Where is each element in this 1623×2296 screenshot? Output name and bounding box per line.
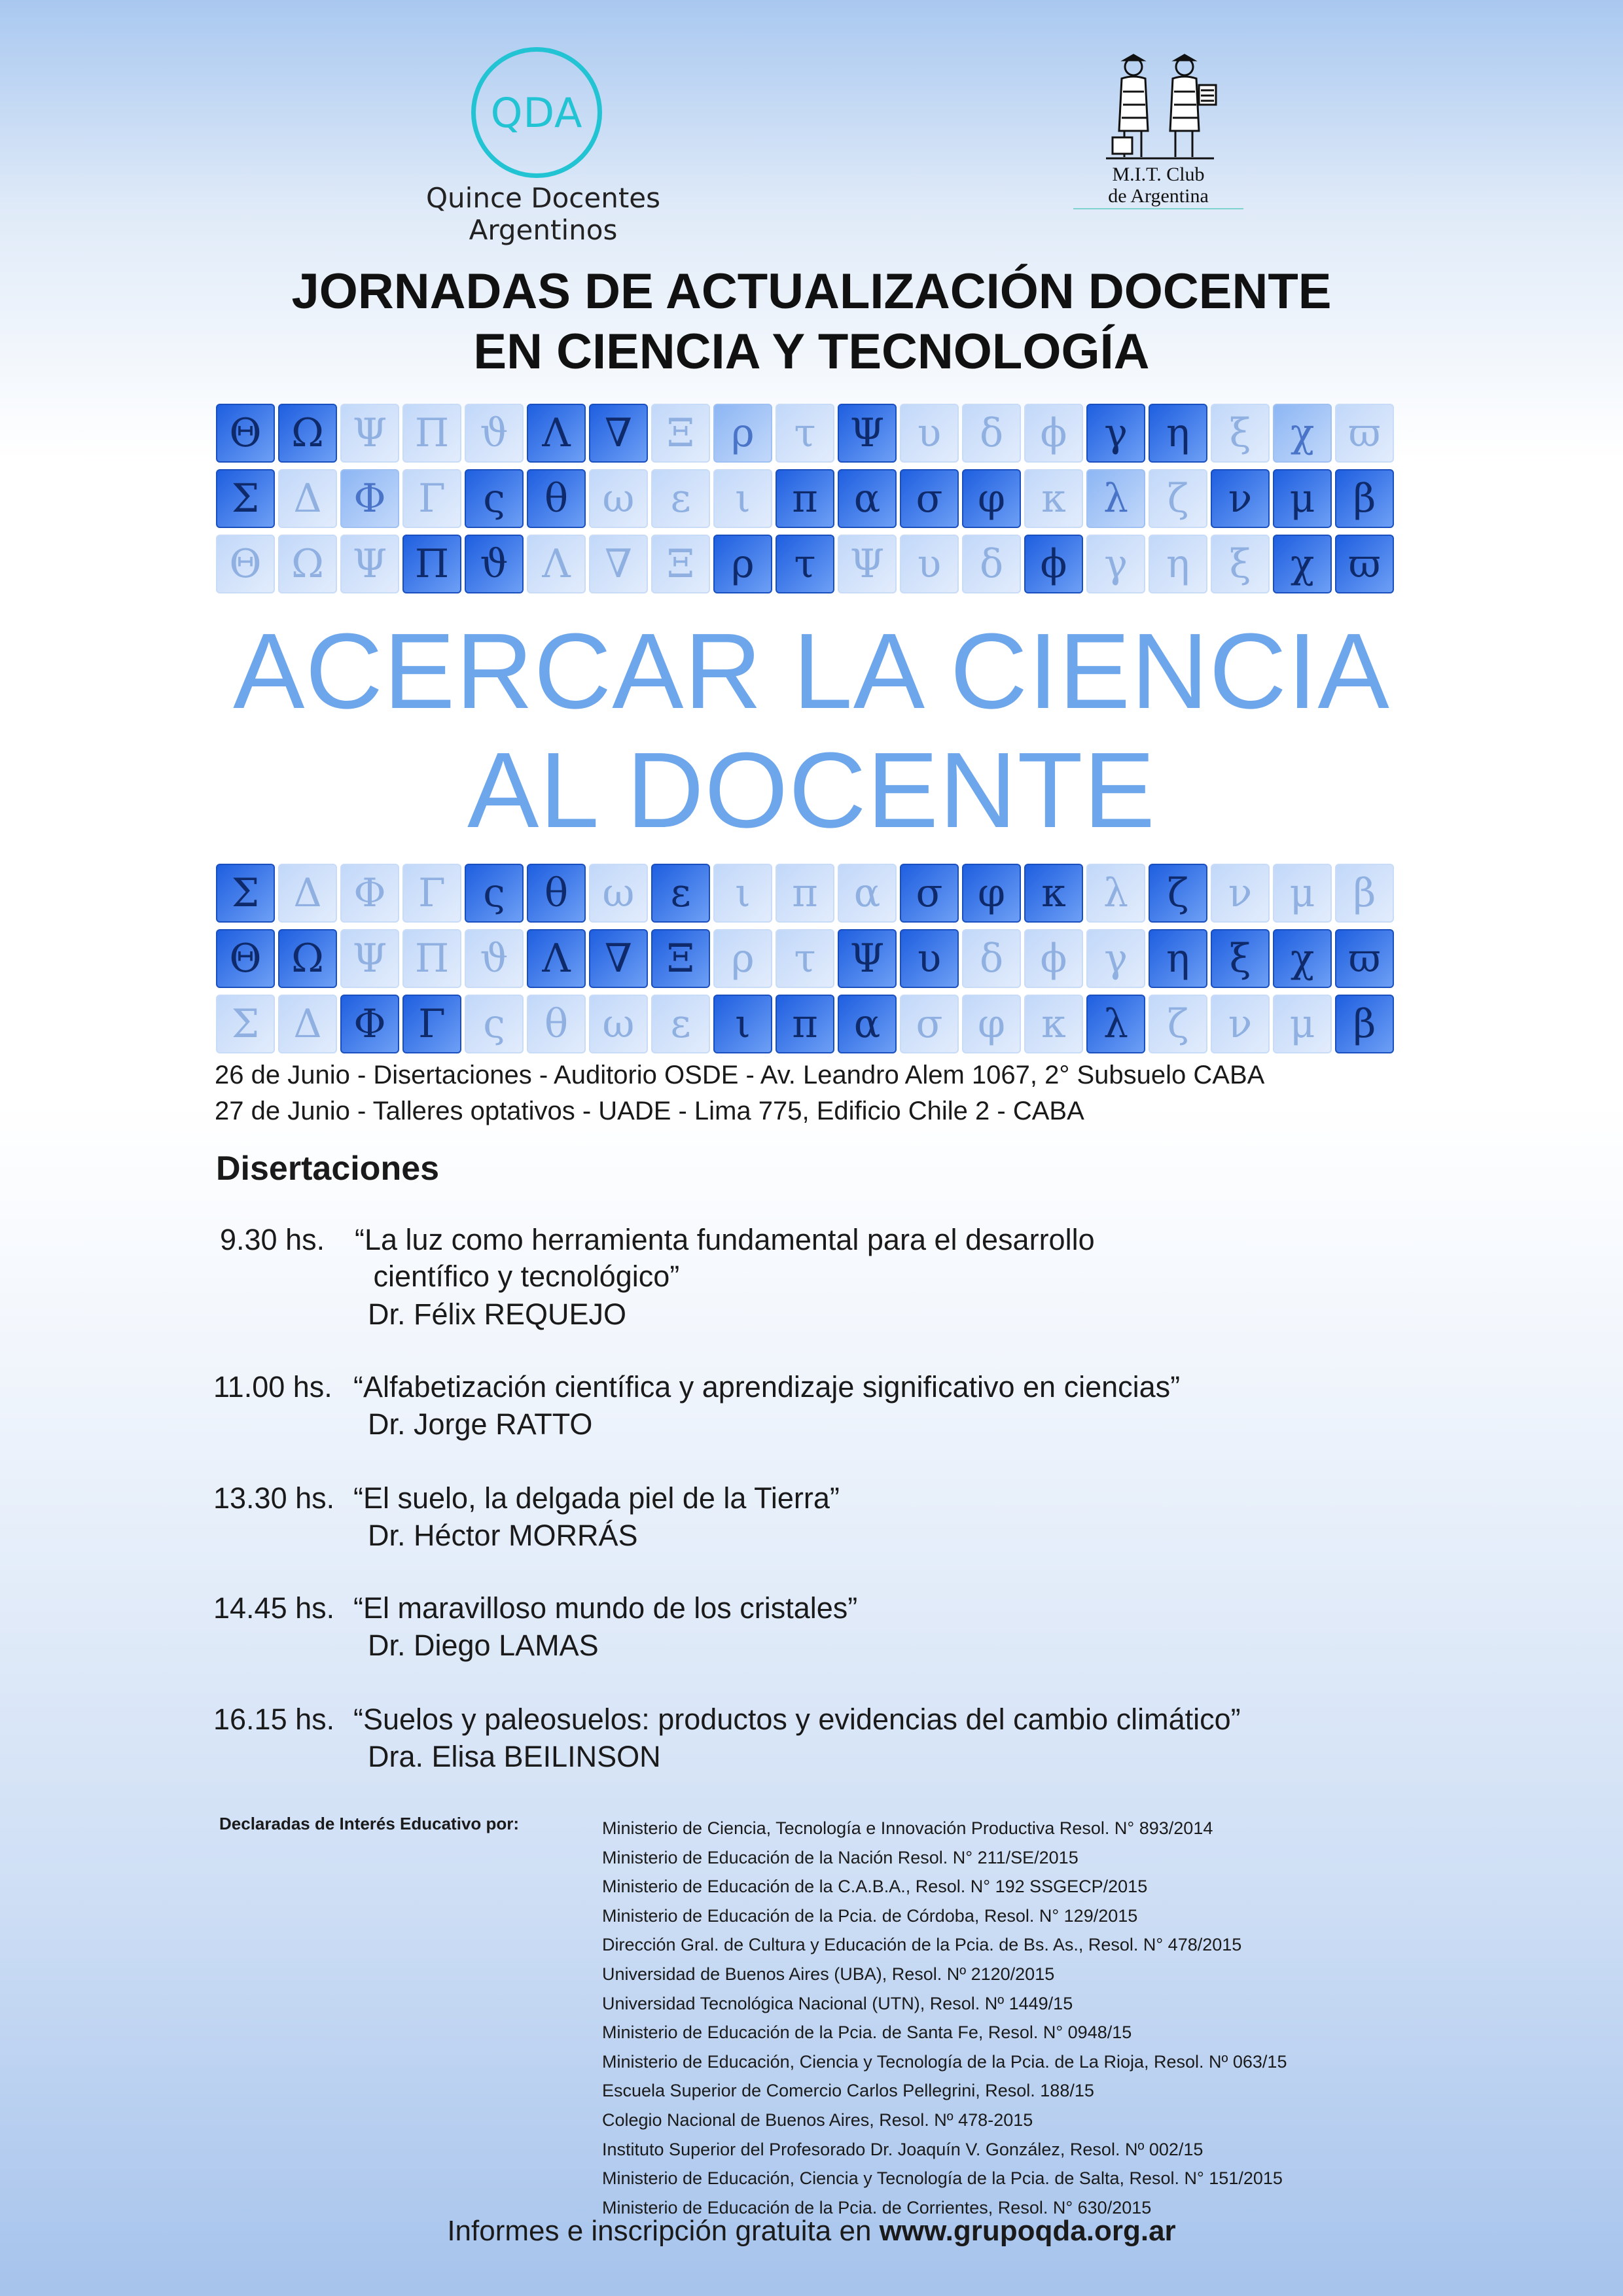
greek-letter-tile: Δ	[278, 864, 337, 923]
declaration-item: Ministerio de Educación de la Pcia. de Santa Fe, Resol. N° 0948/15	[602, 2022, 1132, 2043]
greek-letter-tile: Λ	[527, 535, 586, 593]
greek-letter-tile: ν	[1211, 469, 1270, 528]
greek-letter-tile: β	[1335, 995, 1394, 1053]
greek-letter-tile: Ω	[278, 929, 337, 988]
greek-letter-tile: ϑ	[465, 929, 524, 988]
declarations-list	[602, 1814, 1287, 2222]
greek-letter-tile: Π	[402, 535, 461, 593]
footer-website-link[interactable]: www.grupoqda.org.ar	[879, 2215, 1176, 2247]
greek-letter-tile: σ	[900, 469, 959, 528]
greek-letter-tile: ϕ	[1024, 535, 1083, 593]
greek-letter-grid-top	[216, 404, 1394, 593]
venue-day2: 27 de Junio - Talleres optativos - UADE - Lima 775, Edificio Chile 2 - CABA	[215, 1097, 1084, 1125]
talk-item	[213, 1369, 1391, 1447]
declaration-item: Ministerio de Educación de la Nación Resol. N° 211/SE/2015	[602, 1847, 1079, 1867]
greek-letter-tile: ν	[1211, 864, 1270, 923]
greek-letter-tile: ι	[713, 995, 772, 1053]
greek-letter-tile: λ	[1086, 469, 1145, 528]
talk-time: 11.00 hs.	[213, 1370, 332, 1404]
venue-day1: 26 de Junio - Disertaciones - Auditorio OSDE - Av. Leandro Alem 1067, 2° Subsuelo CABA	[215, 1061, 1265, 1089]
event-title-line2: EN CIENCIA Y TECNOLOGÍA	[473, 324, 1150, 380]
greek-letter-tile: β	[1335, 469, 1394, 528]
declaration-item: Universidad Tecnológica Nacional (UTN), Resol. Nº 1449/15	[602, 1993, 1073, 2013]
greek-letter-tile: ϑ	[465, 535, 524, 593]
greek-letter-tile: η	[1149, 535, 1207, 593]
greek-letter-tile: ν	[1211, 995, 1270, 1053]
declaration-item: Ministerio de Educación de la Pcia. de Córdoba, Resol. N° 129/2015	[602, 1905, 1138, 1926]
talk-time: 14.45 hs.	[213, 1591, 335, 1625]
qda-logo	[471, 47, 602, 178]
greek-letter-tile: χ	[1273, 535, 1332, 593]
declaration-item: Ministerio de Educación, Ciencia y Tecnología de la Pcia. de La Rioja, Resol. Nº 063/15	[602, 2051, 1287, 2072]
greek-letter-tile: ρ	[713, 404, 772, 463]
greek-letter-grid-bottom	[216, 864, 1394, 1053]
greek-letter-tile: Ω	[278, 404, 337, 463]
greek-letter-tile: γ	[1086, 404, 1145, 463]
greek-letter-tile: γ	[1086, 535, 1145, 593]
greek-letter-tile: Φ	[340, 469, 399, 528]
greek-letter-tile: ϖ	[1335, 929, 1394, 988]
greek-letter-tile: ω	[589, 469, 648, 528]
greek-letter-tile: δ	[962, 535, 1021, 593]
greek-letter-tile: Θ	[216, 404, 275, 463]
greek-letter-tile: λ	[1086, 864, 1145, 923]
greek-letter-tile: Ω	[278, 535, 337, 593]
venue-info	[215, 1057, 1264, 1129]
greek-letter-tile: δ	[962, 929, 1021, 988]
greek-letter-tile: β	[1335, 864, 1394, 923]
greek-letter-tile: δ	[962, 404, 1021, 463]
greek-letter-tile: α	[838, 995, 897, 1053]
declaration-item: Dirección Gral. de Cultura y Educación de la Pcia. de Bs. As., Resol. N° 478/2015	[602, 1935, 1242, 1955]
greek-letter-tile: ρ	[713, 929, 772, 988]
talk-title-continued: científico y tecnológico”	[365, 1260, 680, 1293]
talk-title: “La luz como herramienta fundamental para el desarrollo	[355, 1223, 1095, 1256]
talk-speaker: Dr. Jorge RATTO	[368, 1407, 593, 1441]
greek-letter-tile: ε	[651, 864, 710, 923]
talk-item	[213, 1590, 1391, 1669]
footer-text: Informes e inscripción gratuita en	[447, 2215, 880, 2247]
greek-letter-tile: ζ	[1149, 995, 1207, 1053]
greek-letter-tile: Ξ	[651, 535, 710, 593]
greek-letter-tile: κ	[1024, 995, 1083, 1053]
main-slogan-line1: ACERCAR LA CIENCIA	[233, 611, 1390, 731]
greek-letter-tile: Δ	[278, 995, 337, 1053]
greek-letter-tile: υ	[900, 535, 959, 593]
greek-letter-tile: Φ	[340, 864, 399, 923]
greek-letter-tile: ε	[651, 469, 710, 528]
greek-letter-tile: α	[838, 469, 897, 528]
qda-logo-mark: QDA	[490, 88, 583, 137]
declaration-item: Instituto Superior del Profesorado Dr. Joaquín V. González, Resol. Nº 002/15	[602, 2139, 1204, 2159]
greek-letter-tile: Γ	[402, 864, 461, 923]
greek-letter-tile: κ	[1024, 864, 1083, 923]
greek-letter-tile: ς	[465, 469, 524, 528]
greek-letter-tile: ∇	[589, 535, 648, 593]
greek-letter-tile: ρ	[713, 535, 772, 593]
greek-letter-tile: ι	[713, 864, 772, 923]
greek-letter-tile: ϖ	[1335, 404, 1394, 463]
greek-letter-tile: η	[1149, 404, 1207, 463]
greek-letter-tile: ς	[465, 995, 524, 1053]
greek-letter-tile: ϖ	[1335, 535, 1394, 593]
greek-letter-tile: ξ	[1211, 404, 1270, 463]
greek-letter-tile: φ	[962, 995, 1021, 1053]
declaration-item: Ministerio de Educación de la C.A.B.A., Resol. N° 192 SSGECP/2015	[602, 1877, 1148, 1897]
greek-letter-tile: Ψ	[838, 535, 897, 593]
talk-time: 9.30 hs.	[220, 1223, 325, 1256]
declaration-item: Ministerio de Educación de la Pcia. de Corrientes, Resol. N° 630/2015	[602, 2197, 1152, 2217]
greek-letter-tile: Φ	[340, 995, 399, 1053]
declaration-item: Colegio Nacional de Buenos Aires, Resol. Nº 478-2015	[602, 2110, 1033, 2130]
greek-letter-tile: θ	[527, 995, 586, 1053]
talk-item	[213, 1701, 1391, 1780]
main-slogan	[0, 612, 1623, 850]
greek-letter-tile: σ	[900, 864, 959, 923]
talk-speaker: Dr. Héctor MORRÁS	[368, 1519, 638, 1552]
greek-letter-tile: η	[1149, 929, 1207, 988]
greek-letter-tile: Ξ	[651, 404, 710, 463]
greek-letter-tile: ς	[465, 864, 524, 923]
greek-letter-tile: Σ	[216, 469, 275, 528]
talk-speaker: Dr. Félix REQUEJO	[368, 1298, 627, 1331]
greek-letter-tile: Λ	[527, 404, 586, 463]
greek-letter-tile: Γ	[402, 995, 461, 1053]
greek-letter-tile: υ	[900, 404, 959, 463]
mit-club-line1: M.I.T. Club	[1112, 164, 1205, 185]
greek-letter-tile: Ψ	[340, 404, 399, 463]
greek-letter-tile: π	[776, 995, 834, 1053]
greek-letter-tile: τ	[776, 929, 834, 988]
talk-title: “El maravilloso mundo de los cristales”	[353, 1591, 858, 1625]
declarations-label: Declaradas de Interés Educativo por:	[219, 1814, 520, 1833]
greek-letter-tile: υ	[900, 929, 959, 988]
greek-letter-tile: Π	[402, 929, 461, 988]
greek-letter-tile: π	[776, 864, 834, 923]
greek-letter-tile: φ	[962, 864, 1021, 923]
greek-letter-tile: Γ	[402, 469, 461, 528]
greek-letter-tile: ε	[651, 995, 710, 1053]
greek-letter-tile: ϑ	[465, 404, 524, 463]
greek-letter-tile: Λ	[527, 929, 586, 988]
greek-letter-tile: θ	[527, 864, 586, 923]
main-slogan-line2: AL DOCENTE	[467, 730, 1156, 850]
greek-letter-tile: ϕ	[1024, 929, 1083, 988]
greek-letter-tile: Σ	[216, 995, 275, 1053]
greek-letter-tile: θ	[527, 469, 586, 528]
greek-letter-tile: ω	[589, 995, 648, 1053]
talks-heading: Disertaciones	[216, 1150, 440, 1188]
greek-letter-tile: ∇	[589, 404, 648, 463]
talk-item	[220, 1222, 1332, 1339]
talk-time: 13.30 hs.	[213, 1481, 335, 1515]
greek-letter-tile: μ	[1273, 995, 1332, 1053]
greek-letter-tile: ϕ	[1024, 404, 1083, 463]
greek-letter-tile: ∇	[589, 929, 648, 988]
talk-title: “Suelos y paleosuelos: productos y evidencias del cambio climático”	[353, 1703, 1241, 1736]
event-title	[0, 262, 1623, 382]
greek-letter-tile: ζ	[1149, 864, 1207, 923]
declaration-item: Ministerio de Educación, Ciencia y Tecnología de la Pcia. de Salta, Resol. N° 151/2015	[602, 2168, 1283, 2189]
greek-letter-tile: κ	[1024, 469, 1083, 528]
footer-info	[0, 2215, 1623, 2248]
greek-letter-tile: Σ	[216, 864, 275, 923]
talk-time: 16.15 hs.	[213, 1703, 335, 1736]
mit-club-line2: de Argentina	[1073, 185, 1243, 209]
greek-letter-tile: Θ	[216, 929, 275, 988]
greek-letter-tile: ζ	[1149, 469, 1207, 528]
greek-letter-tile: Ψ	[340, 929, 399, 988]
greek-letter-tile: λ	[1086, 995, 1145, 1053]
talk-speaker: Dr. Diego LAMAS	[368, 1629, 599, 1662]
greek-letter-tile: ι	[713, 469, 772, 528]
greek-letter-tile: π	[776, 469, 834, 528]
greek-letter-tile: ω	[589, 864, 648, 923]
greek-letter-tile: τ	[776, 404, 834, 463]
mit-club-name	[1073, 164, 1243, 209]
greek-letter-tile: ξ	[1211, 535, 1270, 593]
qda-organization-name: Quince Docentes Argentinos	[425, 182, 661, 246]
greek-letter-tile: Ξ	[651, 929, 710, 988]
two-scholars-engraving-icon	[1093, 52, 1224, 164]
talk-title: “El suelo, la delgada piel de la Tierra”	[353, 1481, 840, 1515]
greek-letter-tile: χ	[1273, 404, 1332, 463]
greek-letter-tile: μ	[1273, 469, 1332, 528]
greek-letter-tile: Ψ	[838, 404, 897, 463]
declaration-item: Ministerio de Ciencia, Tecnología e Innovación Productiva Resol. N° 893/2014	[602, 1818, 1213, 1838]
greek-letter-tile: Δ	[278, 469, 337, 528]
greek-letter-tile: χ	[1273, 929, 1332, 988]
declaration-item: Escuela Superior de Comercio Carlos Pellegrini, Resol. 188/15	[602, 2081, 1094, 2101]
greek-letter-tile: σ	[900, 995, 959, 1053]
event-title-line1: JORNADAS DE ACTUALIZACIÓN DOCENTE	[291, 264, 1332, 319]
greek-letter-tile: γ	[1086, 929, 1145, 988]
greek-letter-tile: Θ	[216, 535, 275, 593]
greek-letter-tile: Π	[402, 404, 461, 463]
talk-item	[213, 1480, 1391, 1559]
talk-title: “Alfabetización científica y aprendizaje significativo en ciencias”	[353, 1370, 1181, 1404]
declaration-item: Universidad de Buenos Aires (UBA), Resol. Nº 2120/2015	[602, 1964, 1055, 1984]
greek-letter-tile: ξ	[1211, 929, 1270, 988]
greek-letter-tile: Ψ	[340, 535, 399, 593]
greek-letter-tile: Ψ	[838, 929, 897, 988]
greek-letter-tile: α	[838, 864, 897, 923]
greek-letter-tile: μ	[1273, 864, 1332, 923]
talk-speaker: Dra. Elisa BEILINSON	[368, 1740, 661, 1773]
greek-letter-tile: τ	[776, 535, 834, 593]
greek-letter-tile: φ	[962, 469, 1021, 528]
